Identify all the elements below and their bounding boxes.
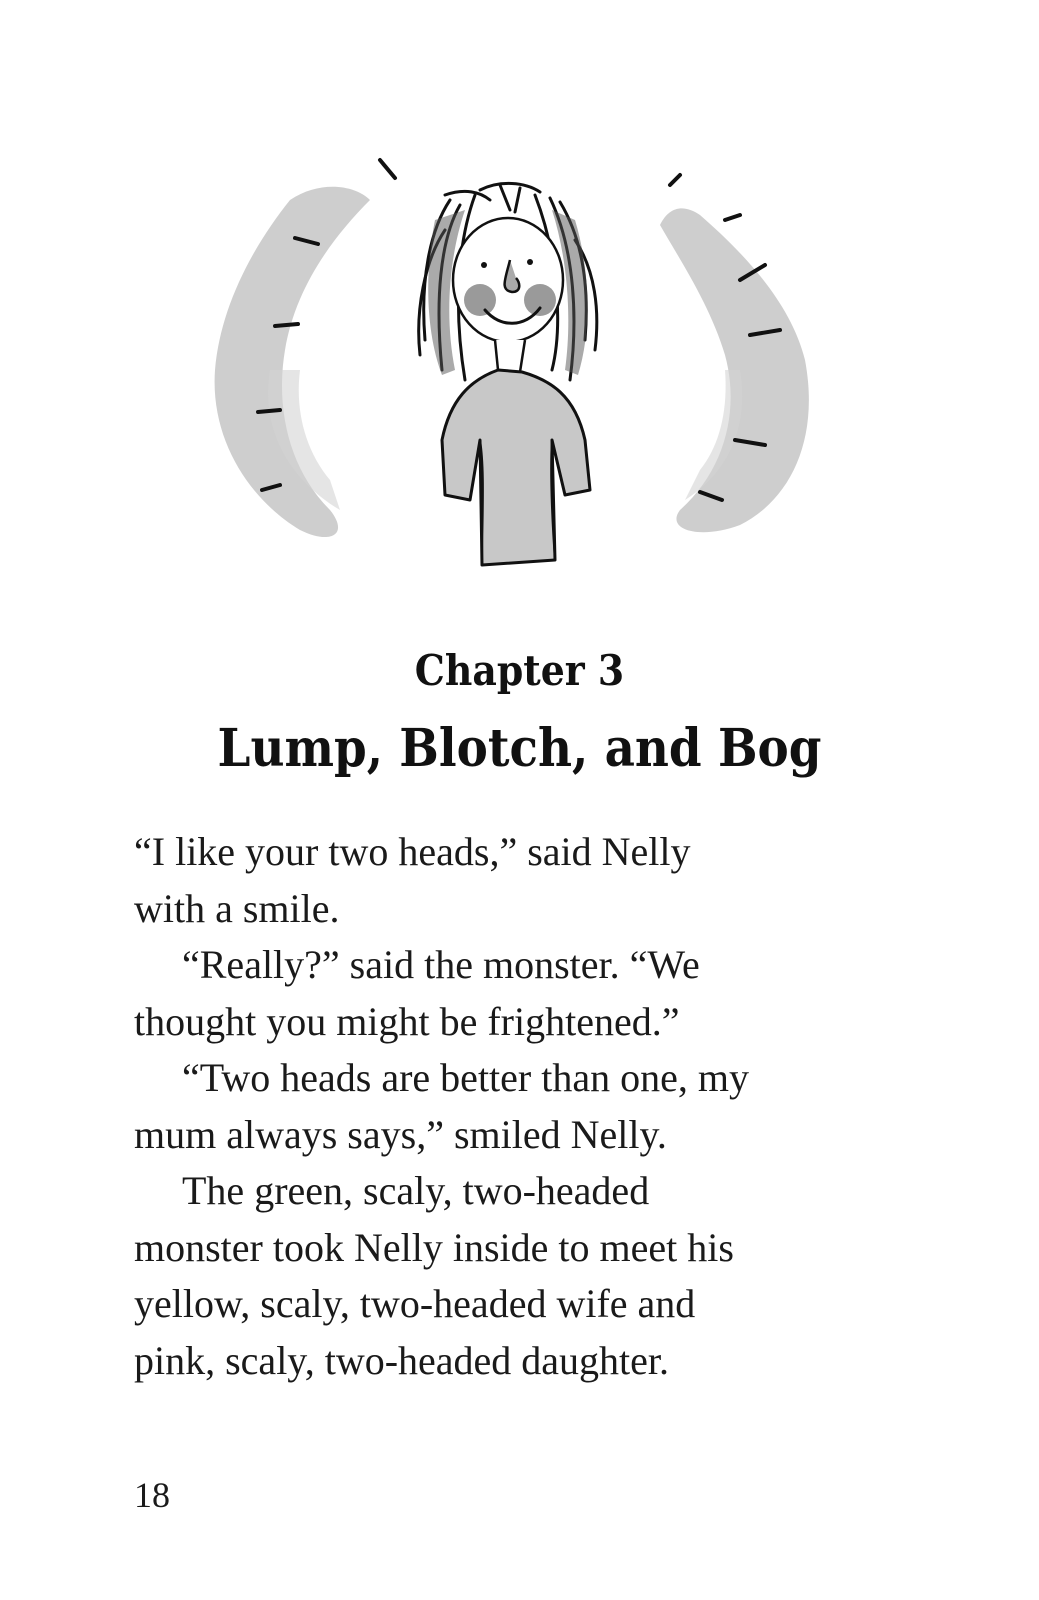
text-line: “Really?” said the monster. “We	[182, 942, 700, 987]
text-line: mum always says,” smiled Nelly.	[134, 1111, 667, 1157]
text-line: “Two heads are better than one, my	[182, 1055, 749, 1100]
chapter-number: Chapter 3	[414, 646, 625, 695]
text-line: yellow, scaly, two-headed wife and	[134, 1281, 696, 1326]
text-line: The green, scaly, two-headed	[182, 1168, 650, 1213]
text-line: monster took Nelly inside to meet his	[134, 1224, 734, 1270]
girl-sketch-illustration	[180, 140, 840, 600]
chapter-title: Lump, Blotch, and Bog	[217, 718, 822, 779]
text-line: pink, scaly, two-headed daughter.	[134, 1337, 670, 1383]
page-number: 18	[134, 1475, 170, 1515]
text-line: thought you might be frightened.”	[134, 998, 680, 1044]
text-line: with a smile.	[134, 885, 340, 931]
body-text	[134, 824, 894, 1389]
text-line: “I like your two heads,” said Nelly	[134, 829, 691, 874]
